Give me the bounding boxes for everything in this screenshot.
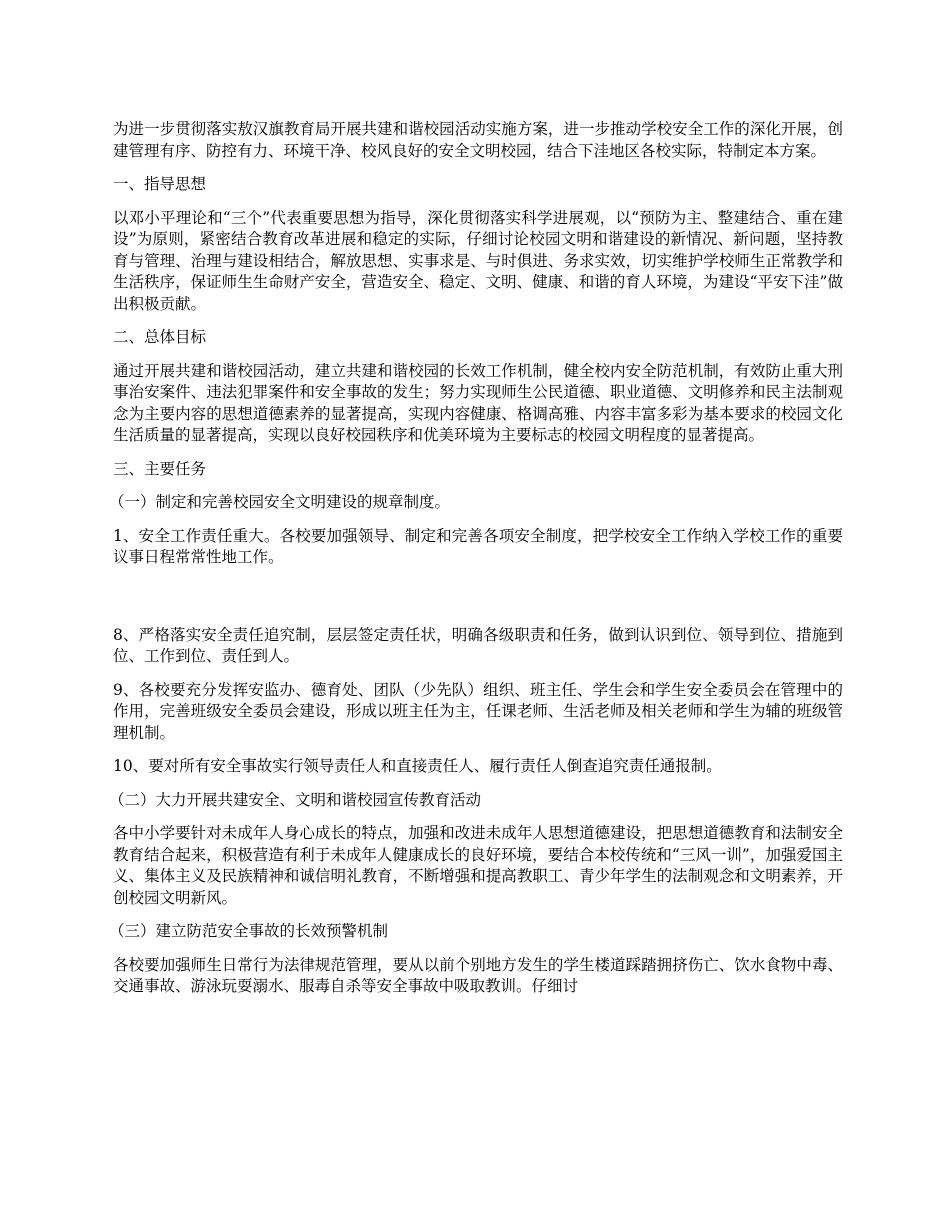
subsection-heading-2: （二）大力开展共建安全、文明和谐校园宣传教育活动 <box>109 790 482 809</box>
section-heading-overall-goal: 二、总体目标 <box>113 328 207 346</box>
item-10-paragraph: 10、要对所有安全事故实行领导责任人和直接责任人、履行责任人倒查追究责任通报制。 <box>113 757 722 775</box>
item-9-paragraph: 9、各校要充分发挥安监办、德育处、团队（少先队）组织、班主任、学生会和学生安全委员会在管理中的作用，完善班级安全委员会建设，形成以班主任为主，任课老师、生活老师及相关老师和学生为辅的班级管理机制。 <box>113 680 843 742</box>
overall-goal-paragraph: 通过开展共建和谐校园活动，建立共建和谐校园的长效工作机制，健全校内安全防范机制，有效防止重大刑事治安案件、违法犯罪案件和安全事故的发生；努力实现师生公民道德、职业道德、文明修养和民主法制观念为主要内容的思想道德素养的显著提高，实现内容健康、格调高雅、内容丰富多彩为基本要求的校园文化生活质量的显著提高，实现以良好校园秩序和优美环境为主要标志的校园文明程度的显著提高。 <box>113 361 843 444</box>
document-body <box>109 119 843 1010</box>
blank-gap <box>113 581 843 625</box>
propaganda-paragraph: 各中小学要针对未成年人身心成长的特点，加强和改进未成年人思想道德建设，把思想道德教育和法制安全教育结合起来，积极营造有利于未成年人健康成长的良好环境，要结合本校传统和“三风一训”，加强爱国主义、集体主义及民族精神和诚信明礼教育，不断增强和提高教职工、青少年学生的法制观念和文明素养，开创校园文明新风。 <box>113 824 843 907</box>
intro-paragraph: 为进一步贯彻落实敖汉旗教育局开展共建和谐校园活动实施方案，进一步推动学校安全工作的深化开展，创建管理有序、防控有力、环境干净、校风良好的安全文明校园，结合下洼地区各校实际，特制定本方案。 <box>113 120 843 160</box>
section-heading-main-tasks: 三、主要任务 <box>113 459 207 478</box>
item-1-paragraph: 1、安全工作责任重大。各校要加强领导、制定和完善各项安全制度，把学校安全工作纳入学校工作的重要议事日程常常性地工作。 <box>113 526 843 566</box>
guiding-ideology-paragraph: 以邓小平理论和“三个”代表重要思想为指导，深化贯彻落实科学进展观，以“预防为主、整建结合、重在建设”为原则，紧密结合教育改革进展和稳定的实际，仔细讨论校园文明和谐建设的新情况、新问题，坚持教育与管理、治理与建设相结合，解放思想、实事求是、与时俱进、务求实效，切实维护学校师生正常教学和生活秩序，保证师生生命财产安全，营造安全、稳定、文明、健康、和谐的育人环境，为建设“平安下洼”做出积极贡献。 <box>113 208 843 313</box>
section-heading-guiding-ideology: 一、指导思想 <box>113 175 207 193</box>
prevention-paragraph: 各校要加强师生日常行为法律规范管理，要从以前个别地方发生的学生楼道踩踏拥挤伤亡、饮水食物中毒、交通事故、游泳玩耍溺水、服毒自杀等安全事故中吸取教训。仔细讨 <box>113 955 843 995</box>
subsection-heading-3: （三）建立防范安全事故的长效预警机制 <box>109 922 389 940</box>
item-8-paragraph: 8、严格落实安全责任追究制，层层签定责任状，明确各级职责和任务，做到认识到位、领导到位、措施到位、工作到位、责任到人。 <box>113 625 843 665</box>
subsection-heading-1: （一）制定和完善校园安全文明建设的规章制度。 <box>109 493 451 511</box>
